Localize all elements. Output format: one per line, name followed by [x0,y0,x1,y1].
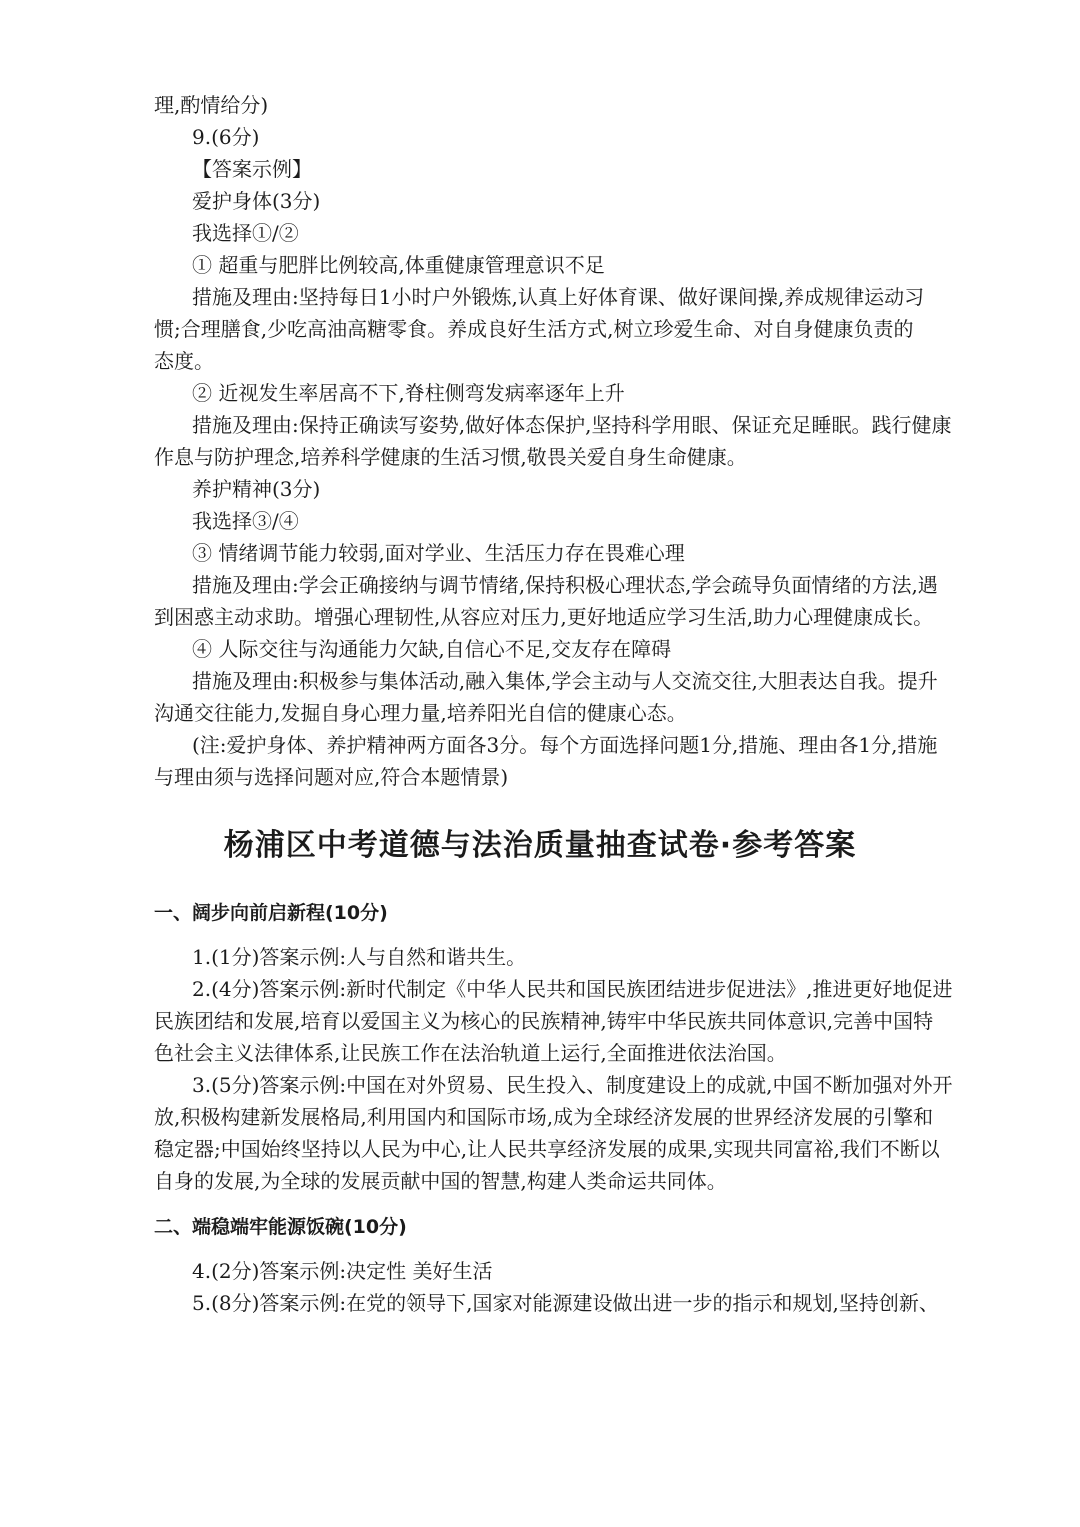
text-line: 民族团结和发展,培育以爱国主义为核心的民族精神,铸牢中华民族共同体意识,完善中国特 [154,1009,934,1033]
text-line: 作息与防护理念,培养科学健康的生活习惯,敬畏关爱自身生命健康。 [154,445,747,469]
text-line: ① 超重与肥胖比例较高,体重健康管理意识不足 [192,253,605,277]
text-line: 到困惑主动求助。增强心理韧性,从容应对压力,更好地适应学习生活,助力心理健康成长。 [154,605,934,629]
text-line: 放,积极构建新发展格局,利用国内和国际市场,成为全球经济发展的世界经济发展的引擎和 [154,1105,934,1129]
text-line: 措施及理由:坚持每日1小时户外锻炼,认真上好体育课、做好课间操,养成规律运动习 [192,285,925,309]
text-line: 措施及理由:保持正确读写姿势,做好体态保护,坚持科学用眼、保证充足睡眠。践行健康 [192,413,952,437]
text-line: 我选择①/② [192,221,299,245]
text-line: 惯;合理膳食,少吃高油高糖零食。养成良好生活方式,树立珍爱生命、对自身健康负责的 [154,317,914,341]
text-line: 我选择③/④ [192,509,299,533]
text-line: 措施及理由:积极参与集体活动,融入集体,学会主动与人交流交往,大胆表达自我。提升 [192,669,938,693]
text-line: 措施及理由:学会正确接纳与调节情绪,保持积极心理状态,学会疏导负面情绪的方法,遇 [192,573,938,597]
text-line: 沟通交往能力,发掘自身心理力量,培养阳光自信的健康心态。 [154,701,687,725]
text-line: 2.(4分)答案示例:新时代制定《中华人民共和国民族团结进步促进法》,推进更好地促进 [192,977,953,1001]
text-line: ② 近视发生率居高不下,脊柱侧弯发病率逐年上升 [192,381,625,405]
text-line: 4.(2分)答案示例:决定性 美好生活 [192,1259,493,1283]
note-line: 与理由须与选择问题对应,符合本题情景) [154,765,509,789]
subheading: 爱护身体(3分) [192,189,321,213]
answer-example-label: 【答案示例】 [192,157,312,181]
text-line: 5.(8分)答案示例:在党的领导下,国家对能源建设做出进一步的指示和规划,坚持创新、 [192,1291,939,1315]
text-line: ③ 情绪调节能力较弱,面对学业、生活压力存在畏难心理 [192,541,685,565]
text-line: 稳定器;中国始终坚持以人民为中心,让人民共享经济发展的成果,实现共同富裕,我们不断以 [154,1137,940,1161]
page-title: 杨浦区中考道德与法治质量抽查试卷·参考答案 [223,828,857,863]
question-number: 9.(6分) [192,125,260,149]
text-line: 1.(1分)答案示例:人与自然和谐共生。 [192,945,527,969]
text-line: 3.(5分)答案示例:中国在对外贸易、民生投入、制度建设上的成就,中国不断加强对外开 [192,1073,953,1097]
section-heading: 二、端稳端牢能源饭碗(10分) [154,1216,407,1238]
text-line: 理,酌情给分) [154,93,269,117]
text-line: 色社会主义法律体系,让民族工作在法治轨道上运行,全面推进依法治国。 [154,1041,787,1065]
text-line: 自身的发展,为全球的发展贡献中国的智慧,构建人类命运共同体。 [154,1169,727,1193]
text-line: 态度。 [154,349,214,373]
section-heading: 一、阔步向前启新程(10分) [154,902,388,924]
text-line: ④ 人际交往与沟通能力欠缺,自信心不足,交友存在障碍 [192,637,672,661]
subheading: 养护精神(3分) [192,477,321,501]
note-line: (注:爱护身体、养护精神两方面各3分。每个方面选择问题1分,措施、理由各1分,措施 [192,733,938,757]
